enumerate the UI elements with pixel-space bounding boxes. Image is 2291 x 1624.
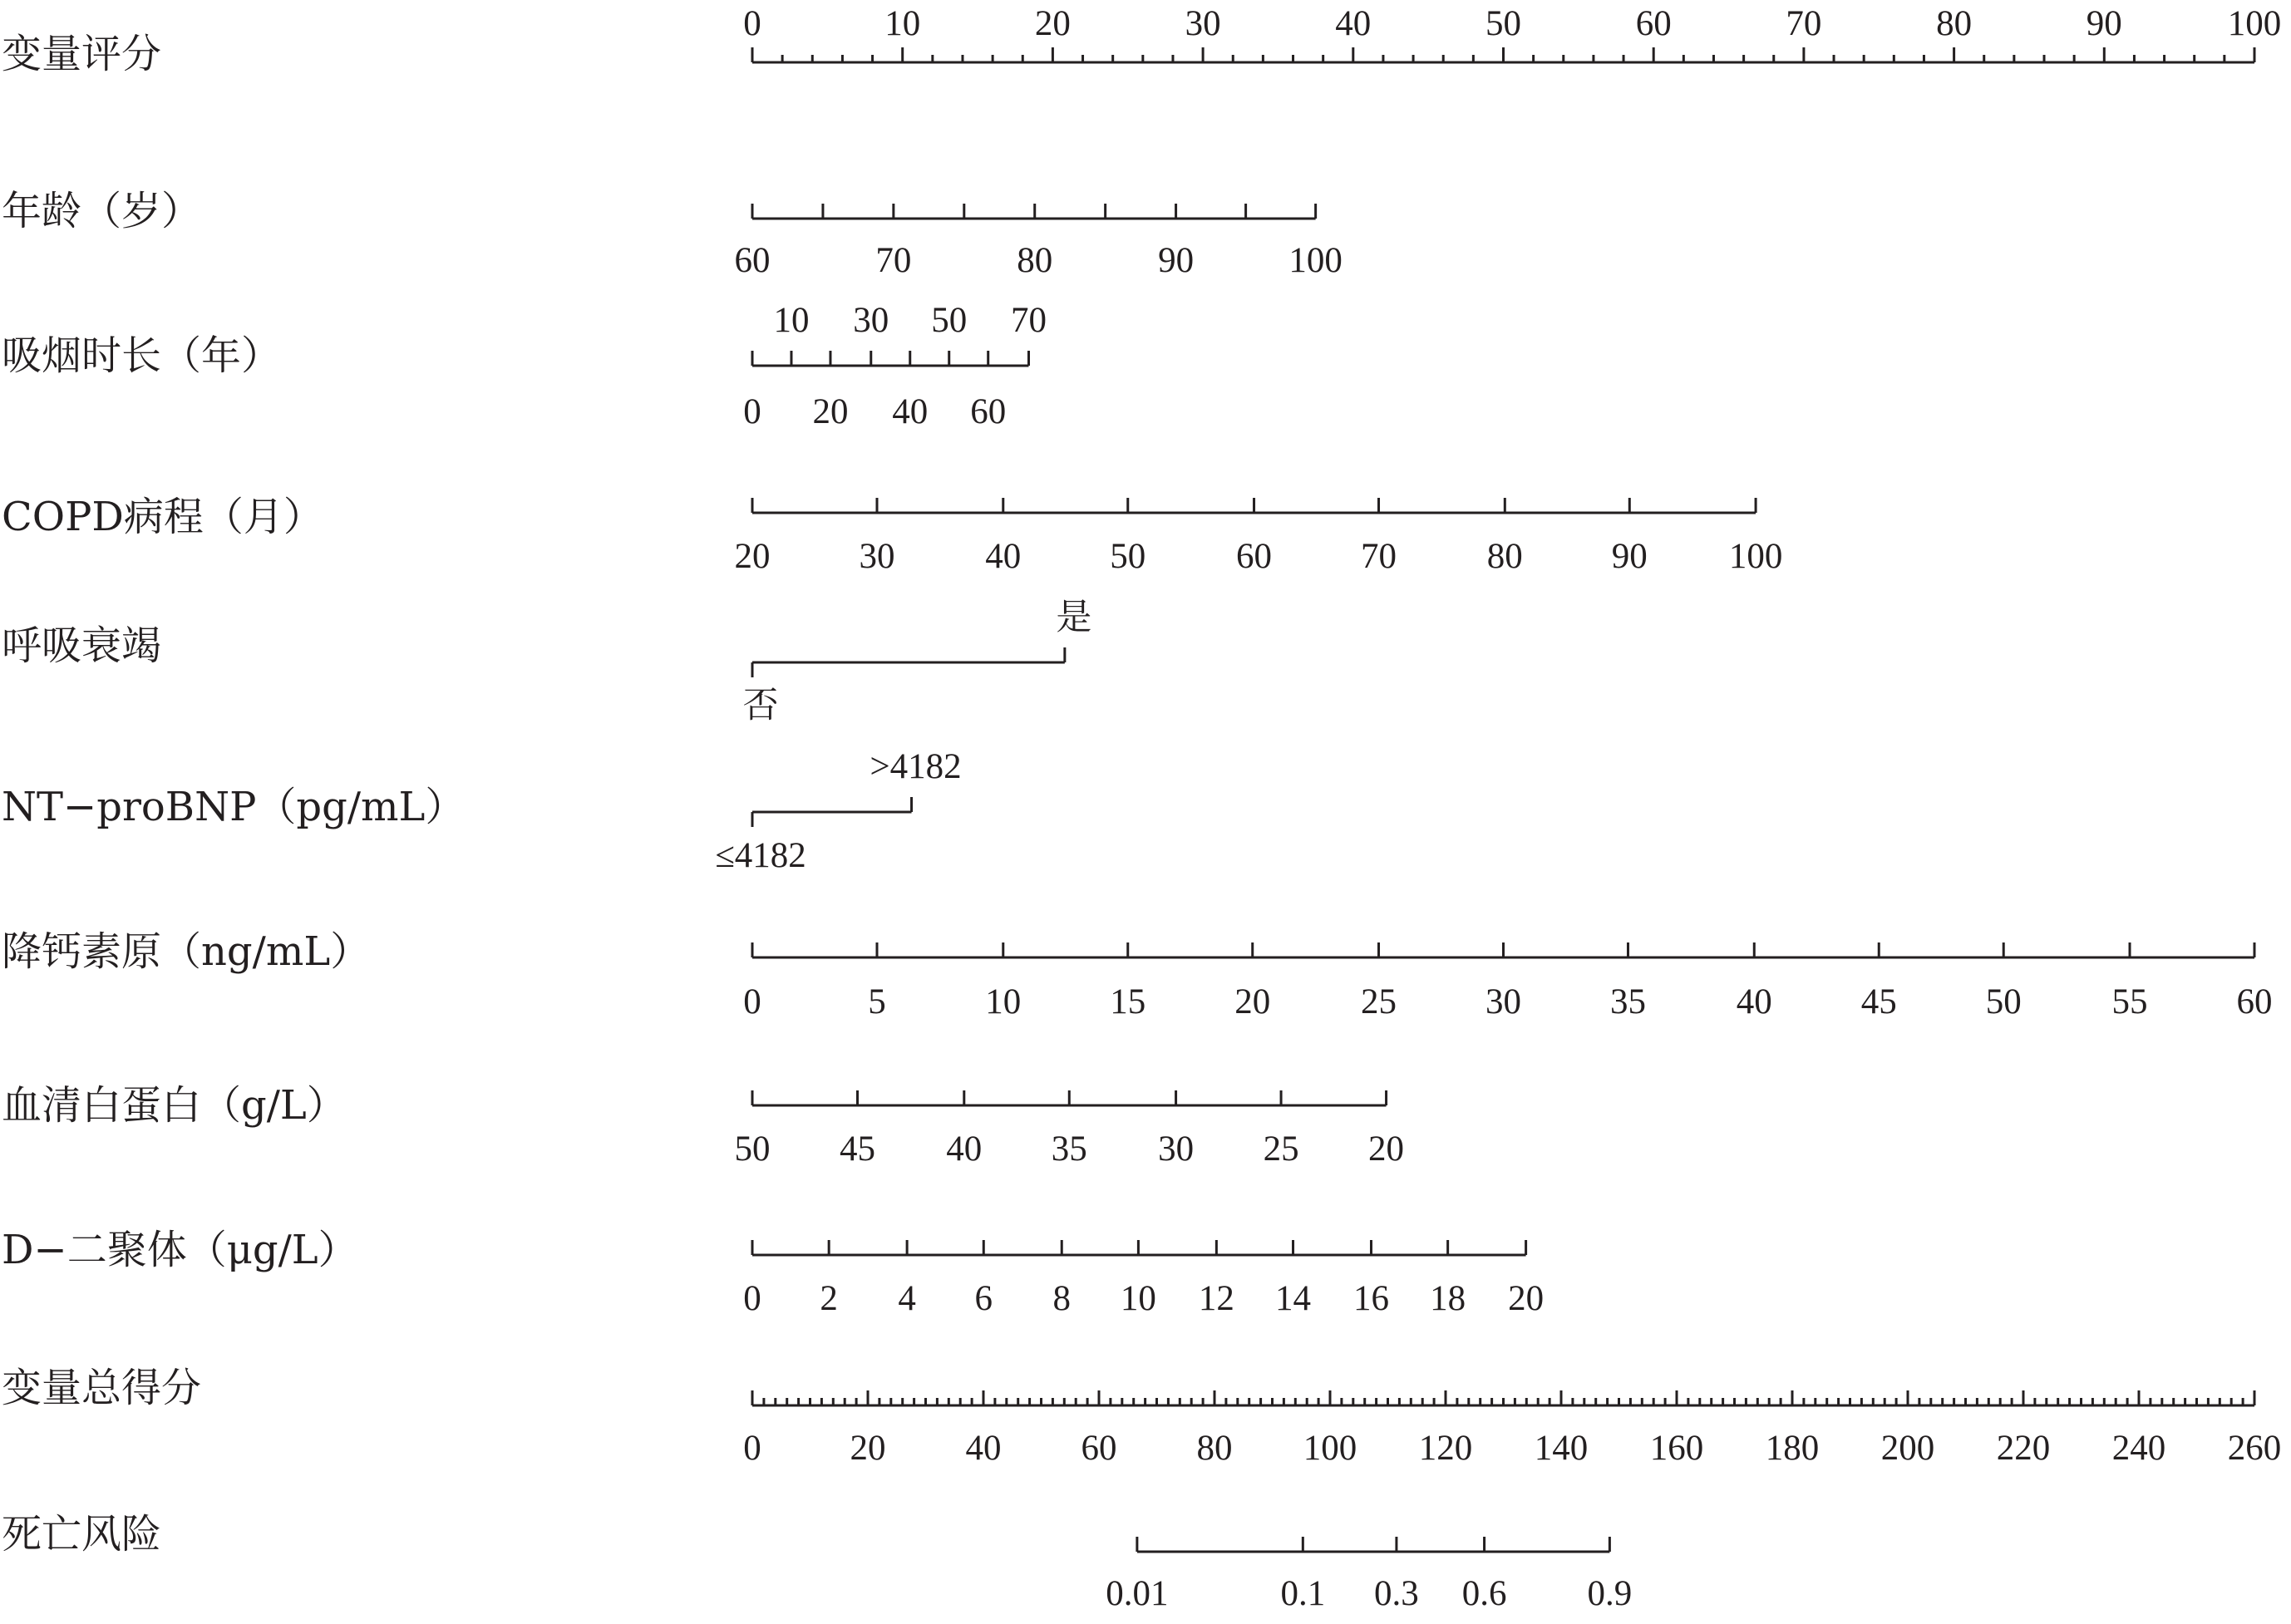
row-label-procalcitonin: 降钙素原（ng/mL） <box>2 928 371 975</box>
tick-label-6-5: 25 <box>1361 982 1397 1021</box>
tick-label-7-3: 35 <box>1051 1129 1087 1169</box>
tick-label-8-9: 18 <box>1430 1279 1466 1318</box>
tick-label-7-1: 45 <box>839 1129 875 1169</box>
tick-label-7-0: 50 <box>734 1129 771 1169</box>
tick-label-3-7: 90 <box>1611 537 1648 576</box>
tick-label-10-1: 0.1 <box>1280 1574 1326 1613</box>
tick-label-4-1: 是 <box>1056 598 1092 637</box>
tick-label-2-0: 0 <box>743 392 761 431</box>
tick-label-5-1: >4182 <box>870 747 962 786</box>
row-label-copd-duration: COPD病程（月） <box>2 494 323 540</box>
tick-label-8-1: 2 <box>820 1279 838 1318</box>
tick-label-1-1: 70 <box>875 241 912 280</box>
tick-label-3-0: 20 <box>734 537 771 576</box>
tick-label-2-3: 30 <box>853 301 889 340</box>
tick-label-0-0: 0 <box>743 4 761 43</box>
tick-label-8-3: 6 <box>974 1279 993 1318</box>
tick-label-9-5: 100 <box>1303 1429 1357 1468</box>
tick-label-1-2: 80 <box>1017 241 1053 280</box>
tick-label-3-5: 70 <box>1361 537 1397 576</box>
tick-label-3-6: 80 <box>1486 537 1523 576</box>
tick-label-3-1: 30 <box>859 537 895 576</box>
tick-label-0-4: 40 <box>1335 4 1372 43</box>
tick-label-2-4: 40 <box>892 392 929 431</box>
tick-label-0-7: 70 <box>1786 4 1822 43</box>
tick-label-10-0: 0.01 <box>1106 1574 1169 1613</box>
tick-label-6-6: 30 <box>1485 982 1521 1021</box>
tick-label-8-10: 20 <box>1508 1279 1545 1318</box>
row-label-total-points: 变量总得分 <box>2 1365 202 1411</box>
tick-label-9-9: 180 <box>1765 1429 1820 1468</box>
row-label-points: 变量评分 <box>2 31 162 77</box>
tick-label-9-8: 160 <box>1649 1429 1704 1468</box>
tick-label-1-3: 90 <box>1158 241 1195 280</box>
tick-label-0-10: 100 <box>2227 4 2282 43</box>
tick-label-7-4: 30 <box>1158 1129 1195 1169</box>
tick-label-2-5: 50 <box>931 301 968 340</box>
tick-label-10-3: 0.6 <box>1461 1574 1507 1613</box>
tick-label-7-2: 40 <box>946 1129 983 1169</box>
tick-label-7-5: 25 <box>1263 1129 1299 1169</box>
tick-label-4-0: 否 <box>742 687 779 726</box>
tick-label-1-4: 100 <box>1288 241 1343 280</box>
tick-label-6-2: 10 <box>985 982 1022 1021</box>
tick-label-8-7: 14 <box>1275 1279 1312 1318</box>
tick-label-10-4: 0.9 <box>1587 1574 1633 1613</box>
tick-label-1-0: 60 <box>734 241 771 280</box>
tick-label-9-2: 40 <box>965 1429 1002 1468</box>
tick-label-0-5: 50 <box>1485 4 1521 43</box>
tick-label-2-7: 70 <box>1010 301 1047 340</box>
tick-label-6-0: 0 <box>743 982 761 1021</box>
row-label-nt-probnp: NT−proBNP（pg/mL） <box>2 784 466 830</box>
tick-label-0-8: 80 <box>1936 4 1973 43</box>
tick-label-2-1: 10 <box>773 301 810 340</box>
tick-label-2-6: 60 <box>970 392 1007 431</box>
row-label-serum-albumin: 血清白蛋白（g/L） <box>2 1082 347 1129</box>
tick-label-9-11: 220 <box>1996 1429 2051 1468</box>
row-label-d-dimer: D−二聚体（μg/L） <box>2 1227 358 1273</box>
row-label-smoking-years: 吸烟时长（年） <box>2 332 282 379</box>
tick-label-10-2: 0.3 <box>1374 1574 1419 1613</box>
tick-label-0-9: 90 <box>2086 4 2122 43</box>
tick-label-0-1: 10 <box>884 4 921 43</box>
row-label-respiratory-failure: 呼吸衰竭 <box>2 623 162 669</box>
tick-label-0-3: 30 <box>1185 4 1221 43</box>
tick-label-3-3: 50 <box>1110 537 1146 576</box>
tick-label-6-1: 5 <box>868 982 886 1021</box>
tick-label-9-7: 140 <box>1534 1429 1589 1468</box>
tick-label-6-10: 50 <box>1985 982 2022 1021</box>
tick-label-6-4: 20 <box>1234 982 1271 1021</box>
tick-label-0-6: 60 <box>1635 4 1672 43</box>
tick-label-8-2: 4 <box>898 1279 916 1318</box>
tick-label-9-13: 260 <box>2227 1429 2282 1468</box>
tick-label-3-4: 60 <box>1236 537 1273 576</box>
tick-label-9-12: 240 <box>2111 1429 2166 1468</box>
tick-label-5-0: ≤4182 <box>715 836 806 875</box>
tick-label-6-8: 40 <box>1736 982 1772 1021</box>
tick-label-9-1: 20 <box>850 1429 886 1468</box>
tick-label-8-8: 16 <box>1352 1279 1389 1318</box>
tick-label-3-8: 100 <box>1728 537 1783 576</box>
tick-label-8-5: 10 <box>1120 1279 1156 1318</box>
tick-label-9-3: 60 <box>1081 1429 1117 1468</box>
tick-label-8-6: 12 <box>1198 1279 1234 1318</box>
tick-label-7-6: 20 <box>1368 1129 1405 1169</box>
row-label-age: 年龄（岁） <box>2 188 202 234</box>
tick-label-6-9: 45 <box>1860 982 1897 1021</box>
tick-label-8-0: 0 <box>743 1279 761 1318</box>
tick-label-3-2: 40 <box>985 537 1022 576</box>
tick-label-6-12: 60 <box>2236 982 2273 1021</box>
tick-label-0-2: 20 <box>1034 4 1071 43</box>
row-label-death-risk: 死亡风险 <box>2 1511 162 1558</box>
tick-label-6-11: 55 <box>2111 982 2148 1021</box>
tick-label-8-4: 8 <box>1052 1279 1071 1318</box>
tick-label-9-6: 120 <box>1418 1429 1473 1468</box>
tick-label-9-10: 200 <box>1880 1429 1935 1468</box>
tick-label-9-4: 80 <box>1196 1429 1233 1468</box>
tick-label-9-0: 0 <box>743 1429 761 1468</box>
tick-label-2-2: 20 <box>812 392 849 431</box>
tick-label-6-3: 15 <box>1110 982 1146 1021</box>
tick-label-6-7: 35 <box>1609 982 1646 1021</box>
